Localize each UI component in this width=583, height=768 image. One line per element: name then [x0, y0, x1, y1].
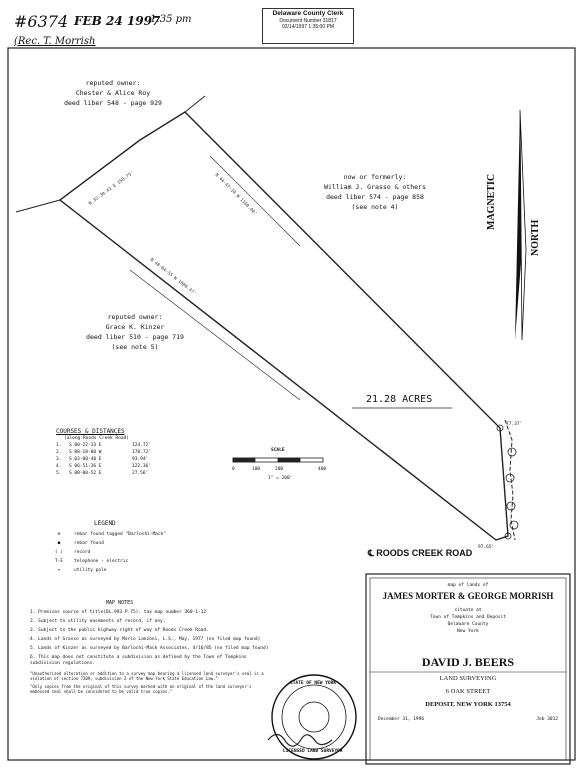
survey-disclaimer: "Only copies from the original of this survey marked with an original of the land surveyor's embossed seal shall be considered to be valid true copies.": [30, 684, 252, 694]
map-notes: [30, 600, 270, 697]
title-date: December 31, 1996: [378, 717, 425, 722]
scale-tick-200: 200: [275, 467, 284, 472]
course-distance: 27.56': [132, 471, 149, 476]
title-job: Job 3012: [536, 717, 558, 722]
clerk-title: Delaware County Clerk: [272, 10, 344, 17]
legend-symbol: ( ): [54, 550, 64, 555]
title-state: New York: [457, 629, 479, 634]
seal-bottom-text: LICENSED LAND SURVEYOR: [283, 749, 343, 754]
bearing-label-west-line: N 32-30-41 E 158.75': [88, 170, 136, 207]
title-block: [370, 578, 566, 723]
legend-item: [52, 549, 252, 556]
scale-ratio: 1" = 200': [268, 476, 293, 481]
area-underline: [352, 392, 452, 416]
title-owners: JAMES MORTER & GEORGE MORRISH: [382, 591, 554, 601]
title-surveyor: DAVID J. BEERS: [421, 655, 515, 669]
legend-text: utility pole: [74, 568, 107, 573]
legend-text: rebar found: [74, 541, 104, 546]
surveyor-signature: [268, 734, 332, 746]
course-distance: 122.36': [132, 464, 151, 469]
scale-label: SCALE: [271, 448, 285, 453]
courses-distances-table: [56, 428, 176, 477]
handwritten-file-number: #6374: [14, 12, 69, 31]
title-line3: DEPOSIT, NEW YORK 13754: [425, 701, 511, 708]
adjoiner-line-west2: [60, 140, 140, 200]
legend-item: [52, 531, 252, 538]
legend-symbol: T-E: [54, 559, 64, 564]
dimension-bottom: 97.65': [478, 545, 495, 550]
course-number: 1.: [56, 443, 62, 448]
scale-tick-0: 0: [232, 467, 235, 472]
survey-disclaimer: "Unauthorized alteration or addition to a survey map bearing a licensed land surveyor's seal is a violation of section 7209, subdivision 2 of the New York State Education Law.": [30, 671, 264, 681]
surveyor-seal-graphic: [272, 675, 356, 759]
course-distance: 178.72': [132, 450, 151, 455]
courses-row: [56, 449, 176, 456]
course-number: 5.: [56, 471, 62, 476]
seal-top-text: STATE OF NEW YORK: [290, 681, 337, 686]
course-number: 2.: [56, 450, 62, 455]
course-bearing: S 00-22-13 E: [69, 443, 102, 448]
map-note: 5. Lands of Kinzer as surveyed by Barlochi-Mack Associates, 4/16/85 (no filed map found): [30, 646, 269, 651]
title-map-of: map of lands of: [447, 583, 489, 588]
map-note: 6. This map does not constitute a subdivision as defined by the Town of Tompkins subdivision regulations.: [30, 655, 247, 666]
legend-item: [52, 540, 252, 547]
legend-item: [52, 558, 252, 565]
course-bearing: S 03-08-40 E: [69, 457, 102, 462]
dimension-top: 77.37': [506, 422, 523, 427]
legend-text: record: [74, 550, 91, 555]
title-county: Delaware County: [447, 622, 489, 627]
parcel-kinzer-label: reputed owner: Grace K. Kinzer deed liber 510 - page 719 (see note 5): [86, 313, 184, 351]
title-line2: 6 OAK STREET: [445, 688, 491, 695]
map-note: 3. Subject to the public highway right of way of Roods Creek Road.: [30, 628, 209, 633]
map-note: 2. Subject to utility easements of record, if any.: [30, 619, 166, 624]
title-town: Town of Tompkins and Deposit: [430, 615, 506, 620]
title-situate: situate at: [454, 608, 482, 613]
adjoiner-line-north: [185, 96, 205, 112]
course-distance: 124.72': [132, 443, 151, 448]
legend-title: LEGEND: [94, 520, 116, 527]
courses-title: COURSES & DISTANCES: [56, 428, 125, 435]
handwritten-name: (Rec. T. Morrish: [14, 36, 96, 47]
map-notes-title: MAP NOTES: [106, 600, 134, 606]
scale-tick-100: 100: [252, 467, 261, 472]
adjoiner-line-west: [16, 200, 60, 212]
course-number: 4.: [56, 464, 62, 469]
courses-subtitle: (along Roods Creek Road): [64, 436, 130, 441]
legend-symbol: +: [57, 568, 61, 573]
road-label: ℄ ROODS CREEK ROAD: [368, 548, 473, 558]
scale-tick-400: 400: [318, 467, 327, 472]
received-date-stamp: FEB 24 1997: [74, 14, 161, 28]
bearing-label-north-line: N 44-47-10 W 1160.40': [213, 172, 258, 217]
clerk-doc-number: Document Number 31817: [279, 18, 337, 24]
map-note: 4. Lands of Grasso as surveyed by Morio Lanzoni, L.S., May, 1977 (no filed map found): [30, 637, 261, 642]
monument-marker: [510, 521, 518, 529]
courses-row: [56, 456, 176, 463]
north-arrow-label-magnetic: MAGNETIC: [486, 173, 497, 230]
monument-marker: [508, 448, 516, 456]
legend-symbol: ●: [57, 541, 61, 546]
legend-text: rebar found tagged "Barlochi-Mack": [74, 532, 167, 537]
course-bearing: S 06-51-36 E: [69, 464, 102, 469]
legend-text: telephone - electric: [74, 559, 129, 564]
legend-item: [52, 567, 252, 574]
scale-bar: [233, 458, 323, 462]
monument-marker: [506, 474, 514, 482]
north-arrow-label-north: NORTH: [530, 219, 541, 256]
course-bearing: S 08-18-00 W: [69, 450, 102, 455]
legend: [52, 520, 252, 576]
parcel-area: 21.28 ACRES: [366, 394, 433, 405]
course-bearing: S 00-00-52 E: [69, 471, 102, 476]
legend-symbol: ⊗: [57, 532, 61, 537]
course-distance: 93.94': [132, 457, 149, 462]
monument-marker: [507, 502, 515, 510]
north-arrow: [515, 110, 526, 340]
bearing-label-south-line: N 48-04-55 W 1088.47': [148, 257, 197, 297]
courses-row: [56, 442, 176, 449]
handwritten-time: 1:35 pm: [150, 14, 192, 25]
parcel-roy-label: reputed owner: Chester & Alice Roy deed liber 548 - page 929: [64, 79, 162, 107]
parcel-grasso-label: now or formerly: William J. Grasso & others deed liber 574 - page 858 (see note 4): [324, 173, 426, 211]
clerk-date: 02/14/1997 1:35:00 PM: [282, 24, 334, 30]
courses-row: [56, 463, 176, 470]
map-note: 1. Premises source of title(DL.993 P.75). tax map number 360-1-12: [30, 610, 207, 615]
courses-row: [56, 470, 176, 477]
title-line1: LAND SURVEYING: [439, 675, 497, 682]
course-number: 3.: [56, 457, 62, 462]
